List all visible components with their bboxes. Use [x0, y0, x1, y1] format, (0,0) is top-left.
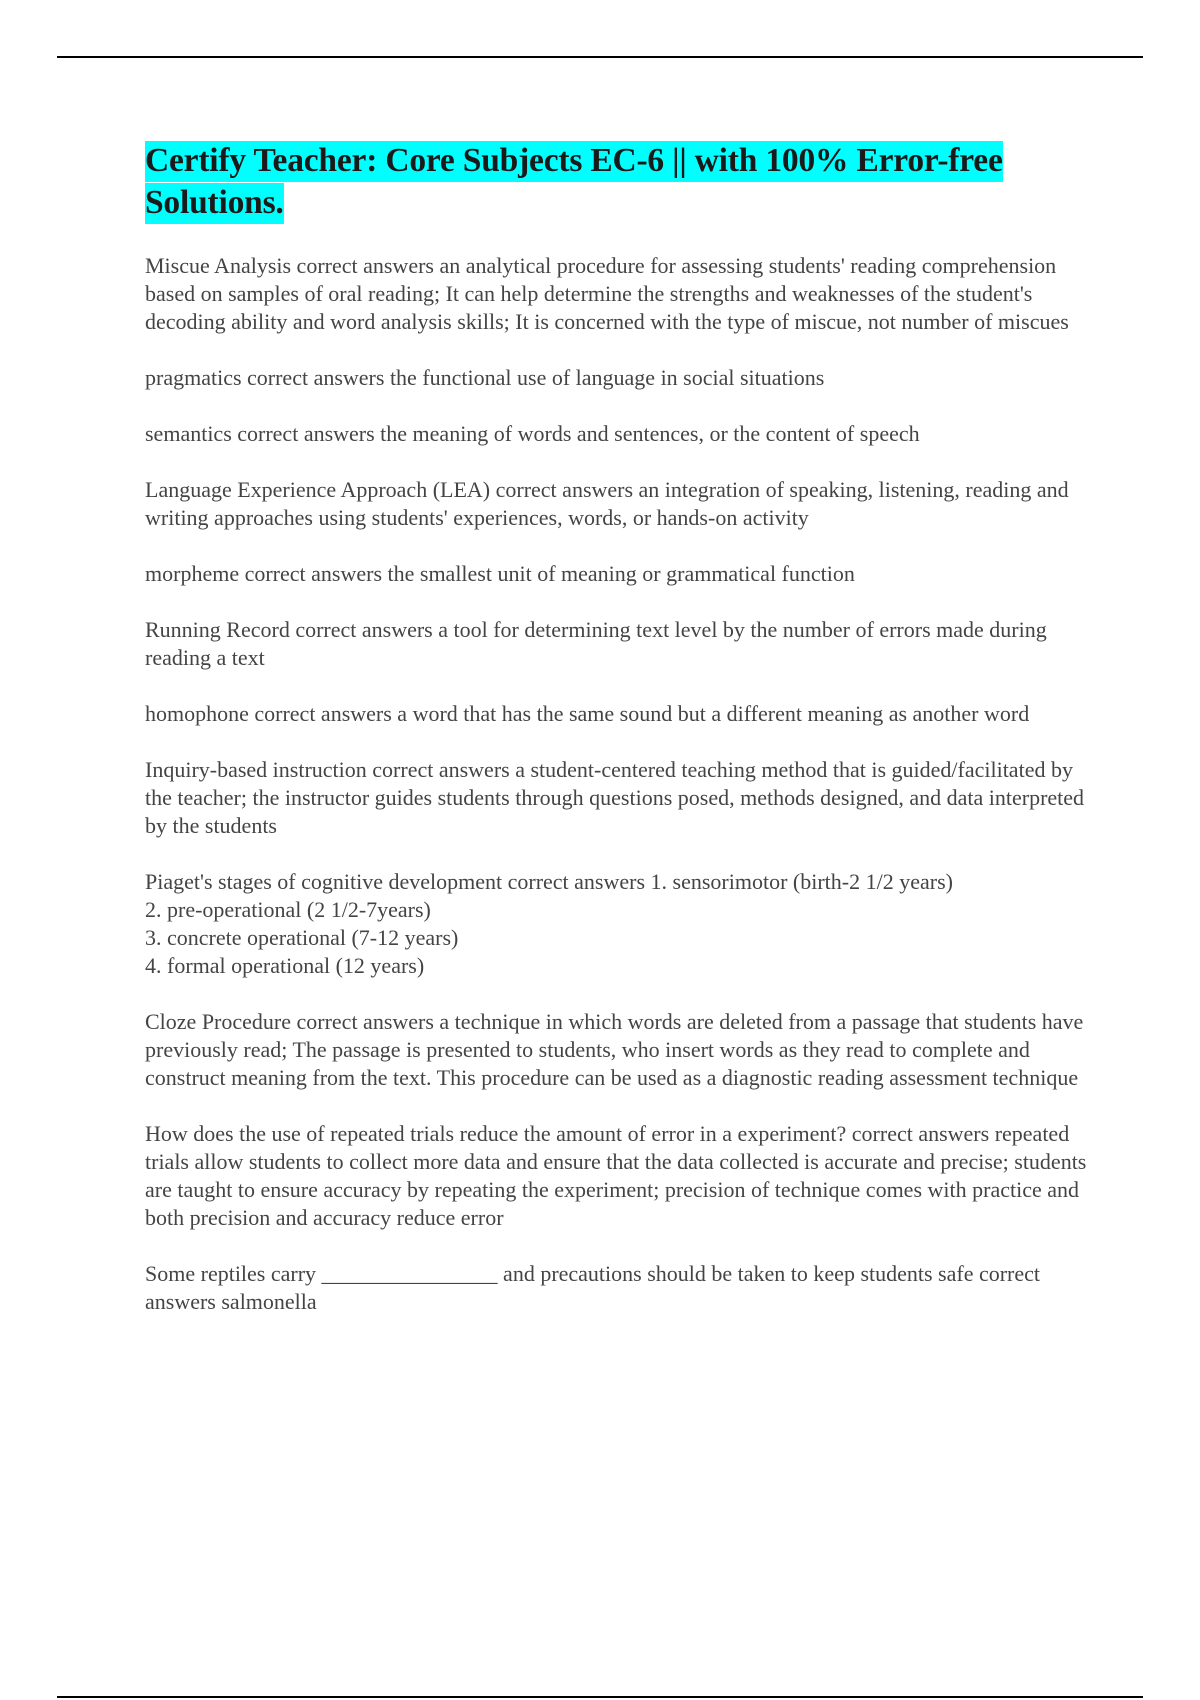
footer-rule — [57, 1696, 1143, 1698]
document-title — [145, 140, 1090, 224]
entry-language-experience-approach: Language Experience Approach (LEA) correct answers an integration of speaking, listening, reading and writing approaches using students' experiences, words, or hands-on activity — [145, 477, 1069, 530]
entry-semantics: semantics correct answers the meaning of words and sentences, or the content of speech — [145, 421, 920, 446]
entry-inquiry-based-instruction: Inquiry-based instruction correct answers a student-centered teaching method that is guided/facilitated by the teacher; the instructor guides students through questions posed, methods designed, and data interpreted by the students — [145, 757, 1085, 838]
document-body — [145, 140, 1090, 1344]
entry-cloze-procedure: Cloze Procedure correct answers a technique in which words are deleted from a passage that students have previously read; The passage is presented to students, who insert words as they read to complete and construct meaning from the text. This procedure can be used as a diagnostic reading assessment technique — [145, 1009, 1084, 1090]
header-rule — [57, 56, 1143, 58]
entry-homophone: homophone correct answers a word that has the same sound but a different meaning as another word — [145, 701, 1030, 726]
entry-miscue-analysis: Miscue Analysis correct answers an analytical procedure for assessing students' reading comprehension based on samples of oral reading; It can help determine the strengths and weaknesses of the student's decoding ability and word analysis skills; It is concerned with the type of miscue, not number of miscues — [145, 253, 1069, 334]
entry-piaget-stages: Piaget's stages of cognitive development correct answers 1. sensorimotor (birth-2 1/2 years) 2. pre-operational (2 1/2-7years) 3. concrete operational (7-12 years) 4. formal operational (12 years) — [145, 869, 953, 978]
entry-morpheme: morpheme correct answers the smallest unit of meaning or grammatical function — [145, 561, 855, 586]
entry-pragmatics: pragmatics correct answers the functional use of language in social situations — [145, 365, 825, 390]
entry-running-record: Running Record correct answers a tool for determining text level by the number of errors made during reading a text — [145, 617, 1047, 670]
entry-repeated-trials: How does the use of repeated trials reduce the amount of error in a experiment? correct answers repeated trials allow students to collect more data and ensure that the data collected is accurate and precise; students are taught to ensure accuracy by repeating the experiment; precision of technique comes with practice and both precision and accuracy reduce error — [145, 1121, 1087, 1230]
title-highlight: Certify Teacher: Core Subjects EC-6 || with 100% Error-free Solutions. — [145, 141, 1003, 224]
entry-reptiles-salmonella: Some reptiles carry ________________ and precautions should be taken to keep students safe correct answers salmonella — [145, 1261, 1041, 1314]
